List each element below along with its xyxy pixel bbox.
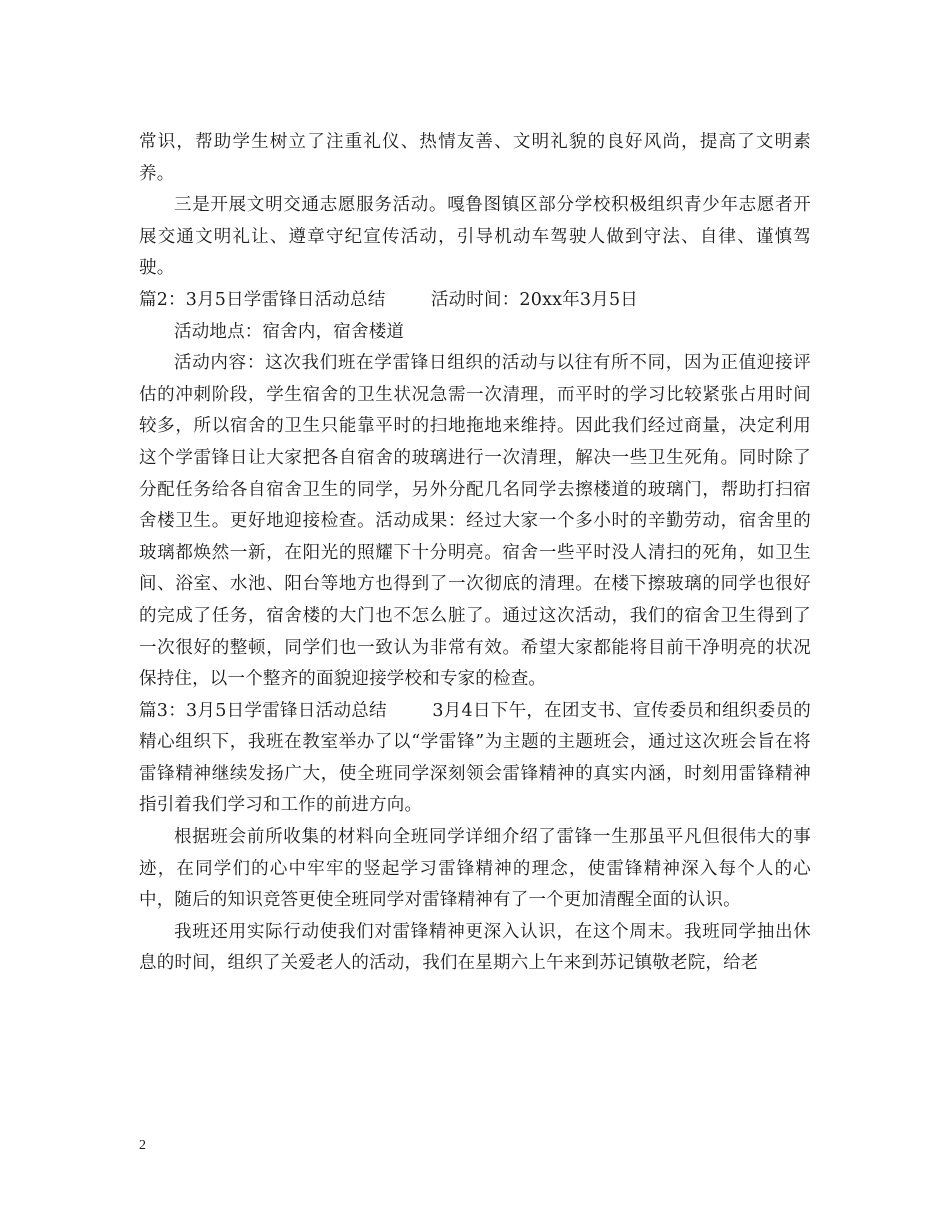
section-2-header <box>139 285 811 317</box>
document-body <box>139 127 811 980</box>
section-3-title: 篇3：3月5日学雷锋日活动总结 <box>139 700 387 721</box>
section-3-header <box>139 696 811 822</box>
page-number: 2 <box>139 1138 146 1153</box>
paragraph-etiquette-conclusion: 常识，帮助学生树立了注重礼仪、热情友善、文明礼貌的良好风尚，提高了文明素养。 <box>139 132 811 184</box>
paragraph-traffic-volunteer: 三是开展文明交通志愿服务活动。嘎鲁图镇区部分学校积极组织青少年志愿者开展交通文明礼让、遵章守纪宣传活动，引导机动车驾驶人做到守法、自律、谨慎驾驶。 <box>139 195 811 279</box>
paragraph-lei-feng-story: 根据班会前所收集的材料向全班同学详细介绍了雷锋一生那虽平凡但很伟大的事迹，在同学们的心中牢牢的竖起学习雷锋精神的理念，使雷锋精神深入每个人的心中，随后的知识竞答更使全班同学对雷锋精神有了一个更加清醒全面的认识。 <box>139 827 811 911</box>
paragraph-practical-action: 我班还用实际行动使我们对雷锋精神更深入认识，在这个周末。我班同学抽出休息的时间，组织了关爱老人的活动，我们在星期六上午来到苏记镇敬老院，给老 <box>139 921 811 974</box>
paragraph-activity-location: 活动地点：宿舍内，宿舍楼道 <box>174 321 405 342</box>
section-2-title: 篇2：3月5日学雷锋日活动总结 <box>139 289 386 310</box>
paragraph-activity-content: 活动内容：这次我们班在学雷锋日组织的活动与以往有所不同，因为正值迎接评估的冲刺阶段，学生宿舍的卫生状况急需一次清理，而平时的学习比较紧张占用时间较多，所以宿舍的卫生只能靠平时的扫地拖地来维持。因此我们经过商量，决定利用这个学雷锋日让大家把各自宿舍的玻璃进行一次清理，解决一些卫生死角。同时除了分配任务给各自宿舍卫生的同学，另外分配几名同学去擦楼道的玻璃门，帮助打扫宿舍楼卫生。更好地迎接检查。活动成果：经过大家一个多小时的辛勤劳动，宿舍里的玻璃都焕然一新，在阳光的照耀下十分明亮。宿舍一些平时没人清扫的死角，如卫生间、浴室、水池、阳台等地方也得到了一次彻底的清理。在楼下擦玻璃的同学也很好的完成了任务，宿舍楼的大门也不怎么脏了。通过这次活动，我们的宿舍卫生得到了一次很好的整顿，同学们也一致认为非常有效。希望大家都能将目前干净明亮的状况保持住，以一个整齐的面貌迎接学校和专家的检查。 <box>139 353 811 690</box>
section-2-activity-time: 活动时间：20xx年3月5日 <box>430 289 638 310</box>
section-3-intro: 3月4日下午，在团支书、宣传委员和组织委员的精心组织下，我班在教室举办了以“学雷锋”为主题的主题班会，通过这次班会旨在将雷锋精神继续发扬广大，使全班同学深刻领会雷锋精神的真实内涵，时刻用雷锋精神指引着我们学习和工作的前进方向。 <box>139 700 811 816</box>
